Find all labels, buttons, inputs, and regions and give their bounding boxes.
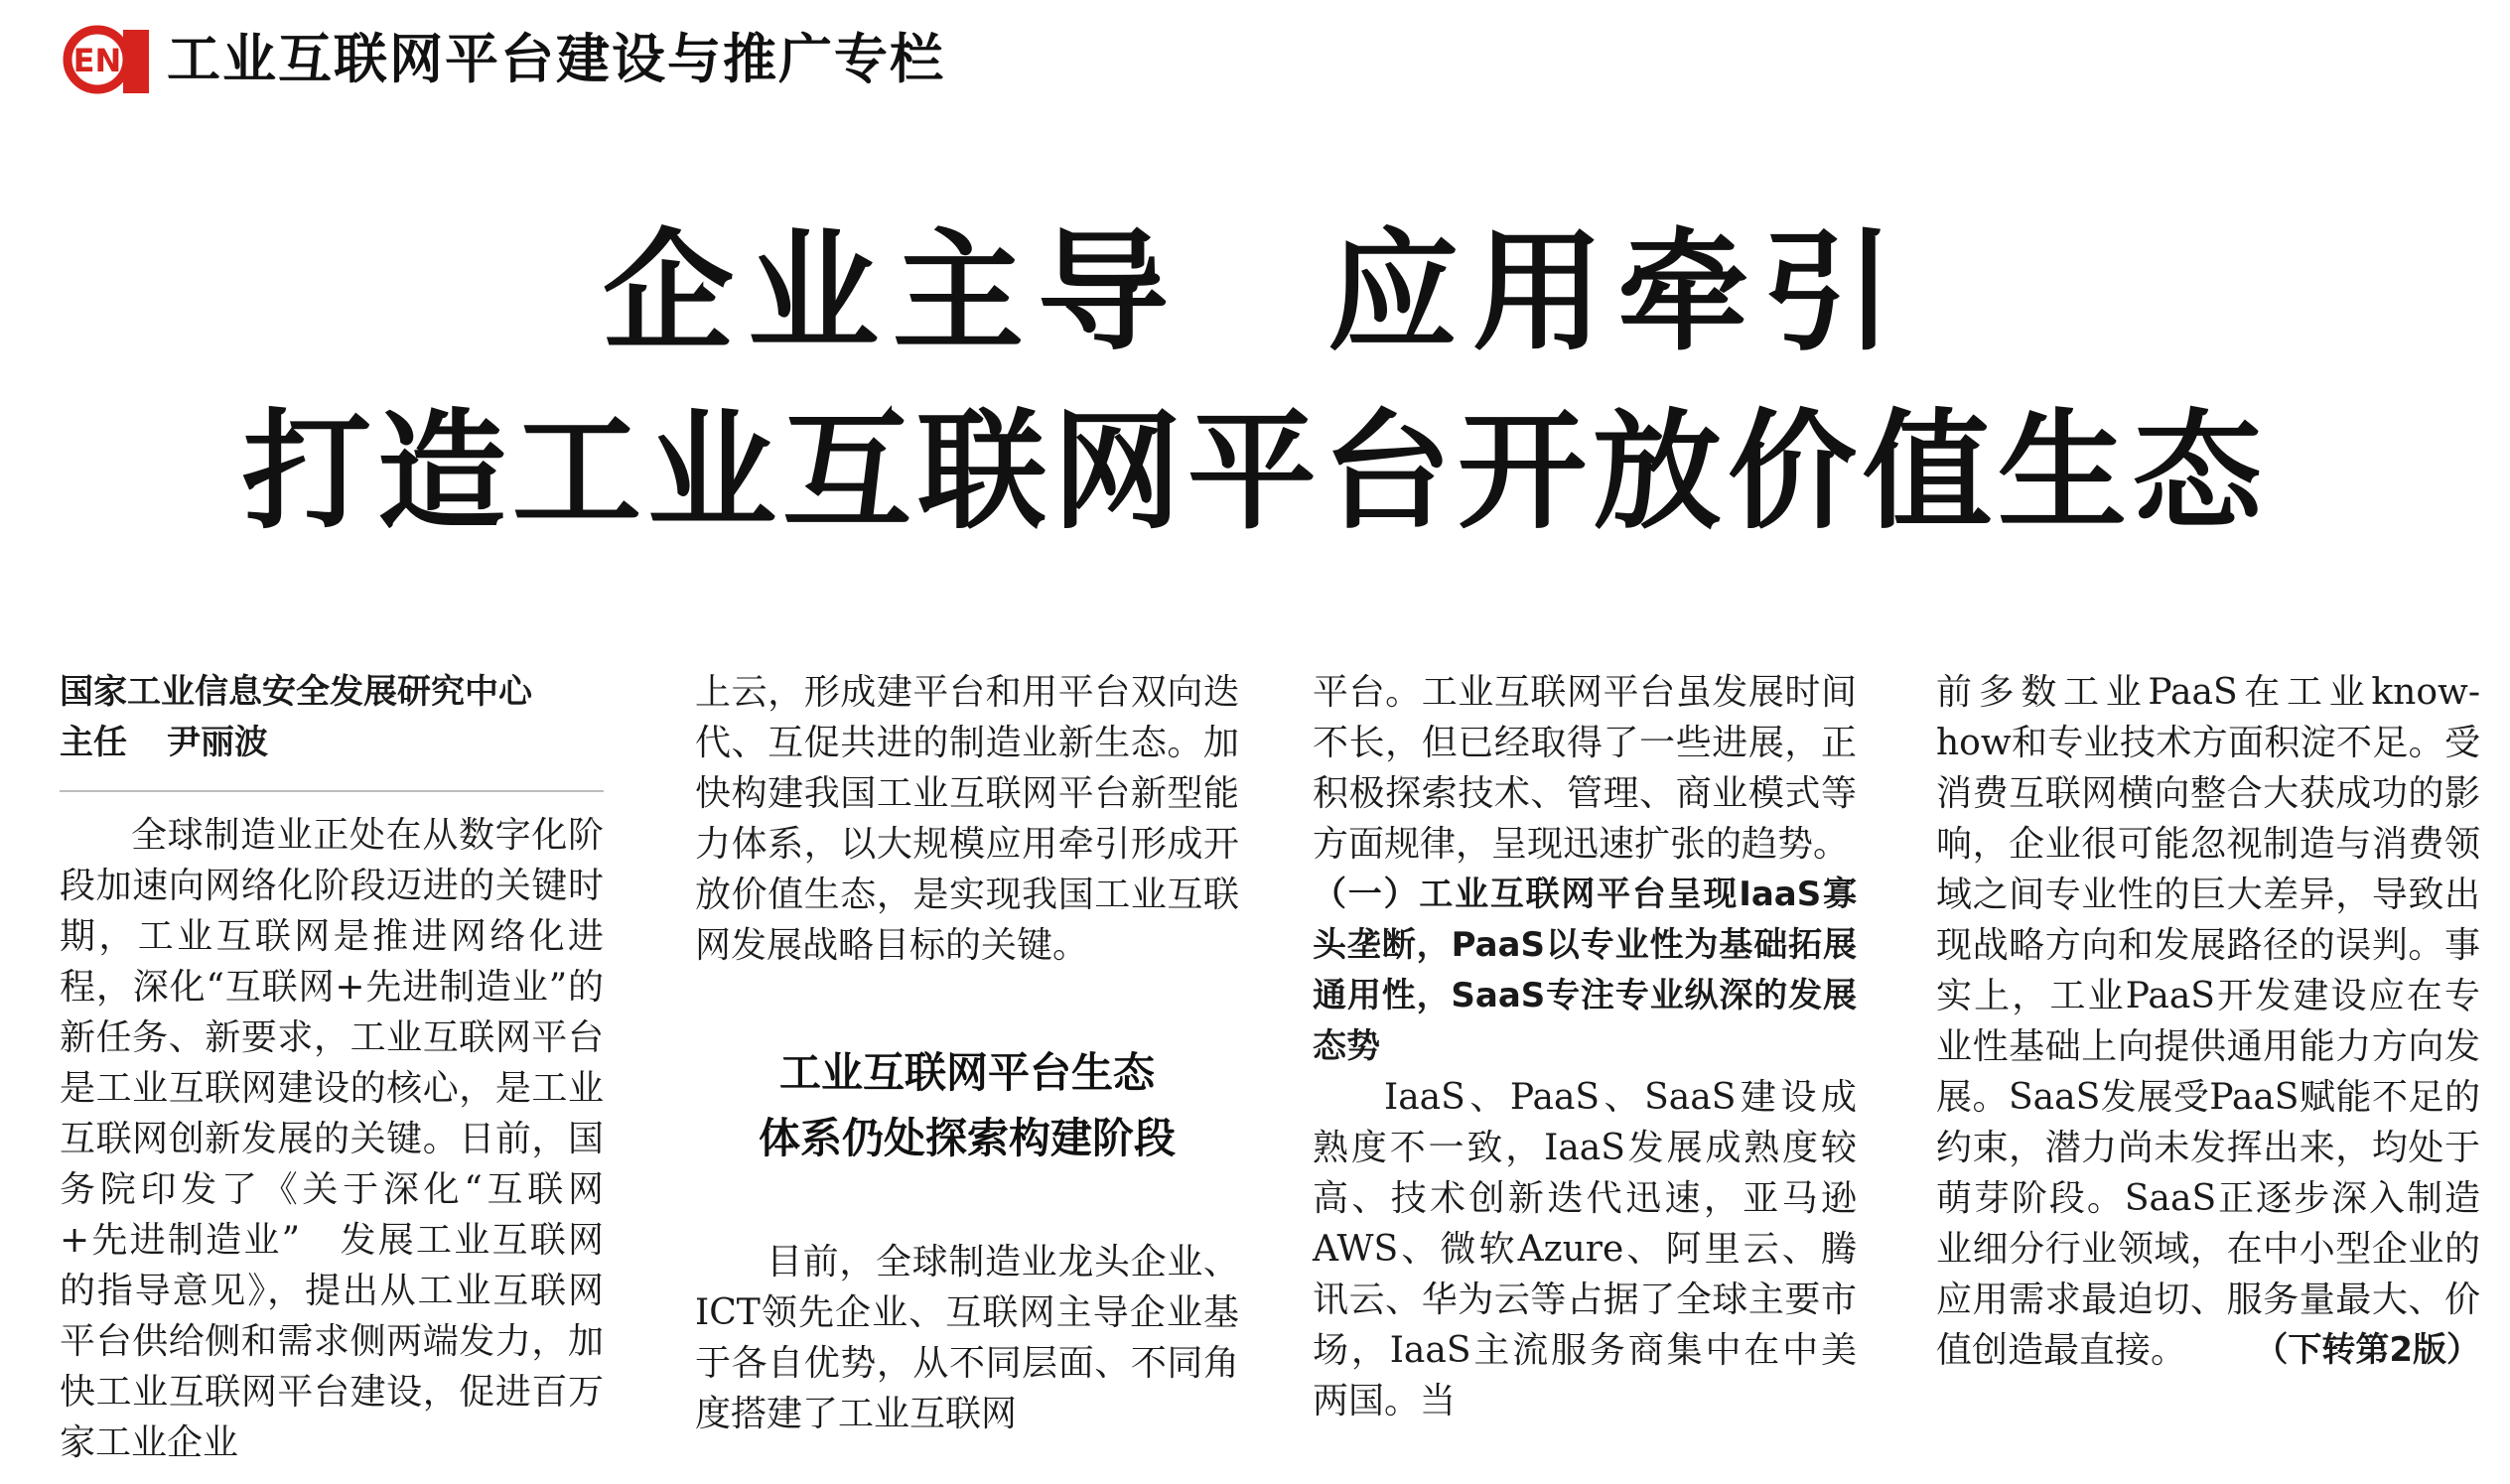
- paragraph-intro-continued: 上云，形成建平台和用平台双向迭代、互促共进的制造业新生态。加快构建我国工业互联网平台新型能力体系，以大规模应用牵引形成开放价值生态，是实现我国工业互联网发展战略目标的关键。: [695, 672, 1239, 966]
- paragraph-platforms: 目前，全球制造业龙头企业、ICT领先企业、互联网主导企业基于各自优势，从不同层面、不同角度搭建了工业互联网: [695, 1242, 1239, 1434]
- byline-org: 国家工业信息安全发展研究中心: [60, 672, 532, 712]
- article-column-4: [1936, 667, 2480, 1376]
- paragraph-platforms-continued: 平台。工业互联网平台虽发展时间不长，但已经取得了一些进展，正积极探索技术、管理、商业模式等方面规律，呈现迅速扩张的趋势。: [1313, 672, 1857, 865]
- subsection-heading: （一）工业互联网平台呈现IaaS寡头垄断，PaaS以专业性为基础拓展通用性，SaaS专注专业纵深的发展态势: [1313, 875, 1857, 1066]
- paragraph-iaas-paas-saas: IaaS、PaaS、SaaS建设成熟度不一致，IaaS发展成熟度较高、技术创新迭代迅速，亚马逊AWS、微软Azure、阿里云、腾讯云、华为云等占据了全球主要市场，IaaS主流服务商集中在中美两国。当: [1313, 1077, 1857, 1421]
- column-title: 工业互联网平台建设与推广专栏: [167, 28, 945, 90]
- subheading-line-1: 工业互联网平台生态: [778, 1048, 1155, 1097]
- continued-note: （下转第2版）: [2254, 1330, 2480, 1370]
- article-column-1: [60, 667, 604, 1468]
- article-column-3: [1313, 667, 1857, 1426]
- headline-line-1: 企业主导 应用牵引: [603, 215, 1907, 369]
- article-column-2: [695, 667, 1239, 1439]
- paragraph-intro: 全球制造业正处在从数字化阶段加速向网络化阶段迈进的关键时期，工业互联网是推进网络化进程，深化“互联网+先进制造业”的新任务、新要求，工业互联网平台是工业互联网建设的核心，是工业互联网创新发展的关键。日前，国务院印发了《关于深化“互联网+先进制造业” 发展工业互联网的指导意见》，提出从工业互联网平台供给侧和需求侧两端发力，加快工业互联网平台建设，促进百万家工业企业: [60, 815, 604, 1463]
- byline-role: 主任: [60, 723, 127, 762]
- headline-line-2: 打造工业互联网平台开放价值生态: [241, 395, 2268, 547]
- section-subheading: [695, 1040, 1239, 1171]
- subheading-line-2: 体系仍处探索构建阶段: [758, 1114, 1176, 1162]
- byline-divider: [60, 790, 604, 792]
- byline-person: [60, 718, 604, 768]
- paragraph-iaas-paas-saas-continued: [1936, 667, 2480, 1376]
- logo-text: EN: [72, 42, 122, 79]
- cen-logo-icon: [62, 22, 153, 97]
- paragraph-text: 前多数工业PaaS在工业know-how和专业技术方面积淀不足。受消费互联网横向整合大获成功的影响，企业很可能忽视制造与消费领域之间专业性的巨大差异，导致出现战略方向和发展路径的误判。事实上，工业PaaS开发建设应在专业性基础上向提供通用能力方向发展。SaaS发展受PaaS赋能不足的约束，潜力尚未发挥出来，均处于萌芽阶段。SaaS正逐步深入制造业细分行业领域，在中小型企业的应用需求最迫切、服务量最大、价值创造最直接。: [1936, 672, 2480, 1371]
- byline-name: 尹丽波: [167, 723, 268, 762]
